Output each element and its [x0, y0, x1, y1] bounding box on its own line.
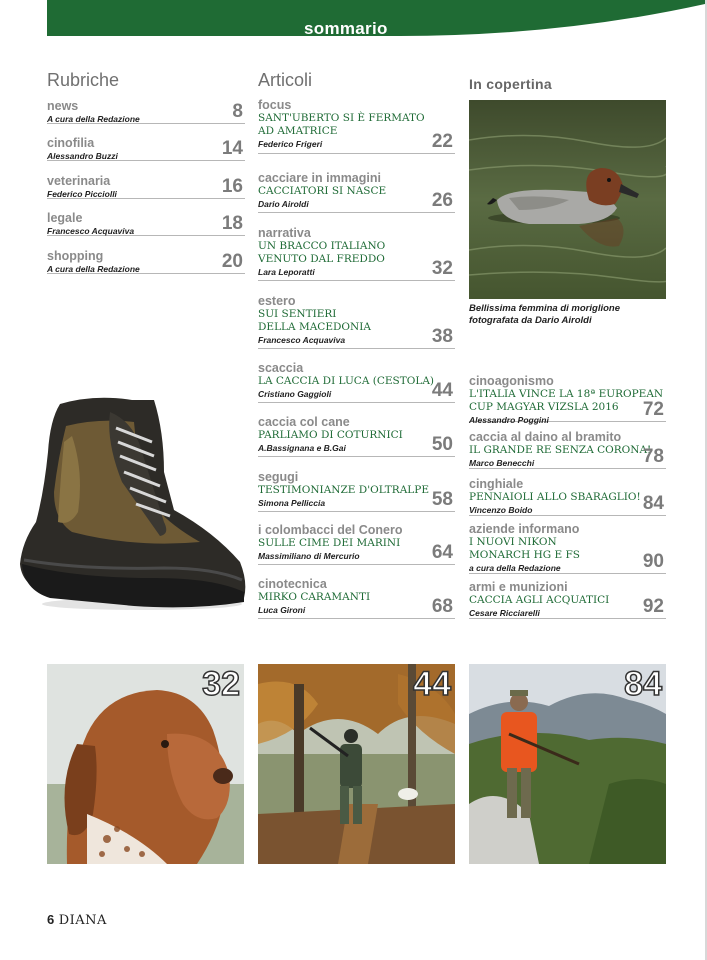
cover-photo[interactable] [469, 100, 666, 299]
entry-author: A.Bassignana e B.Gai [258, 443, 346, 453]
copertina-entry-cinghiale[interactable] [469, 477, 666, 516]
entry-page-number: 44 [431, 380, 453, 401]
articoli-heading: Articoli [258, 70, 313, 90]
entry-category: segugi [258, 470, 299, 484]
entry-title-line2: CUP MAGYAR VIZSLA 2016 [469, 401, 619, 413]
rubriche-entry-legale[interactable] [47, 211, 245, 236]
entry-author: Cristiano Gaggioli [258, 389, 332, 399]
photo-page-number: 44 [413, 665, 451, 703]
rubriche-entry-news[interactable] [47, 99, 245, 124]
entry-page-number: 50 [431, 434, 453, 455]
entry-category: caccia al daino al bramito [469, 430, 622, 444]
entry-category: aziende informano [469, 522, 580, 536]
entry-title-line1: LA CACCIA DI LUCA (CESTOLA) [258, 375, 435, 387]
articoli-entry-focus[interactable] [258, 98, 455, 154]
copertina-entry-cinoagonismo[interactable] [469, 374, 666, 425]
photo-hunter-in-woods[interactable] [258, 664, 455, 864]
entry-page-number: 90 [642, 551, 664, 572]
articoli-entry-cacciare-in-immagini[interactable] [258, 171, 455, 213]
entry-author: Federico Picciolli [47, 189, 117, 199]
entry-page-number: 32 [431, 258, 453, 279]
entry-category: estero [258, 294, 296, 308]
cover-caption-line2: fotografata da Dario Airoldi [469, 315, 592, 326]
entry-author: A cura della Redazione [47, 114, 140, 124]
rubriche-entry-veterinaria[interactable] [47, 174, 245, 199]
articoli-entry-segugi[interactable] [258, 470, 455, 512]
entry-title-line1: CACCIATORI SI NASCE [258, 185, 387, 197]
entry-author: A cura della Redazione [47, 264, 140, 274]
entry-page-number: 26 [431, 190, 453, 211]
entry-author: Cesare Ricciarelli [469, 608, 540, 618]
entry-category: narrativa [258, 226, 311, 240]
entry-title-line1: IL GRANDE RE SENZA CORONA! [469, 444, 652, 456]
articoli-entry-narrativa[interactable] [258, 226, 455, 281]
entry-author: Francesco Acquaviva [47, 226, 135, 236]
footer-page-number: 6 [47, 912, 55, 927]
entry-page-number: 8 [232, 101, 243, 122]
entry-author: Marco Benecchi [469, 458, 535, 468]
copertina-entry-armi-e-munizioni[interactable] [469, 580, 666, 619]
entry-title-line1: PENNAIOLI ALLO SBARAGLIO! [469, 491, 641, 503]
rubriche-entry-cinofilia[interactable] [47, 136, 245, 161]
rubriche-entry-shopping[interactable] [47, 249, 245, 274]
footer-magazine-name: DIANA [58, 913, 107, 928]
entry-title-line2: VENUTO DAL FREDDO [258, 253, 385, 265]
entry-page-number: 72 [642, 399, 664, 420]
entry-title-line1: MIRKO CARAMANTI [258, 591, 371, 603]
entry-title-line1: UN BRACCO ITALIANO [258, 240, 386, 252]
entry-title-line1: SANT'UBERTO SI È FERMATO [258, 112, 425, 124]
entry-title-line1: SULLE CIME DEI MARINI [258, 537, 401, 549]
entry-title-line1: PARLIAMO DI COTURNICI [258, 429, 403, 441]
entry-title-line1: SUI SENTIERI [258, 308, 337, 320]
rubriche-heading: Rubriche [47, 70, 120, 90]
entry-author: Simona Pelliccia [258, 498, 326, 508]
entry-page-number: 22 [431, 131, 453, 152]
entry-page-number: 14 [221, 138, 243, 159]
entry-category: shopping [47, 249, 104, 263]
copertina-heading: In copertina [469, 76, 552, 92]
entry-author: Vincenzo Boido [469, 505, 533, 515]
entry-page-number: 92 [642, 596, 664, 617]
photo-page-number: 32 [202, 665, 240, 703]
entry-title-line2: MONARCH HG E FS [469, 549, 580, 561]
entry-title-line2: AD AMATRICE [258, 125, 338, 137]
entry-title-line1: I NUOVI NIKON [469, 536, 557, 548]
articoli-entry-cinotecnica[interactable] [258, 577, 455, 619]
articoli-entry-caccia-col-cane[interactable] [258, 415, 455, 457]
entry-author: Francesco Acquaviva [258, 335, 346, 345]
hiking-boot-image [14, 392, 250, 614]
entry-category: cinofilia [47, 136, 95, 150]
entry-page-number: 64 [431, 542, 453, 563]
entry-page-number: 18 [221, 213, 243, 234]
footer [47, 911, 107, 929]
entry-title-line1: L'ITALIA VINCE LA 18ª EUROPEAN [469, 388, 664, 400]
photo-page-number: 84 [624, 665, 662, 703]
cover-caption-line1: Bellissima femmina di moriglione [469, 303, 620, 314]
entry-category: armi e munizioni [469, 580, 568, 594]
articoli-entry-estero[interactable] [258, 294, 455, 349]
entry-page-number: 38 [431, 326, 453, 347]
entry-category: cinghiale [469, 477, 524, 491]
copertina-entry-caccia-al-daino[interactable] [469, 430, 666, 469]
photo-bracco-italiano[interactable] [47, 664, 244, 864]
entry-category: cinoagonismo [469, 374, 554, 388]
entry-category: legale [47, 211, 83, 225]
entry-category: news [47, 99, 79, 113]
photo-hunter-on-mountain[interactable] [469, 664, 666, 864]
articoli-entry-scaccia[interactable] [258, 361, 455, 403]
entry-category: caccia col cane [258, 415, 350, 429]
entry-page-number: 68 [431, 596, 453, 617]
entry-page-number: 58 [431, 489, 453, 510]
entry-author: Dario Airoldi [258, 199, 309, 209]
entry-page-number: 20 [221, 251, 243, 272]
entry-category: i colombacci del Conero [258, 523, 403, 537]
entry-author: Federico Frigeri [258, 139, 323, 149]
entry-author: Alessandro Poggini [469, 415, 549, 425]
articoli-entry-colombacci[interactable] [258, 523, 455, 565]
entry-title-line1: TESTIMONIANZE D'OLTRALPE [258, 484, 429, 496]
entry-author: Alessandro Buzzi [47, 151, 118, 161]
entry-category: cacciare in immagini [258, 171, 381, 185]
entry-category: cinotecnica [258, 577, 327, 591]
entry-author: Luca Gironi [258, 605, 306, 615]
entry-title-line2: DELLA MACEDONIA [258, 321, 371, 333]
entry-author: Lara Leporatti [258, 267, 315, 277]
copertina-entry-aziende-informano[interactable] [469, 522, 666, 574]
entry-page-number: 84 [642, 493, 664, 514]
entry-author: Massimiliano di Mercurio [258, 551, 360, 561]
entry-category: veterinaria [47, 174, 111, 188]
page-title: sommario [304, 19, 388, 38]
entry-category: scaccia [258, 361, 304, 375]
entry-author: a cura della Redazione [469, 563, 561, 573]
entry-page-number: 16 [221, 176, 243, 197]
entry-page-number: 78 [642, 446, 664, 467]
entry-category: focus [258, 98, 292, 112]
entry-title-line1: CACCIA AGLI ACQUATICI [469, 594, 610, 606]
